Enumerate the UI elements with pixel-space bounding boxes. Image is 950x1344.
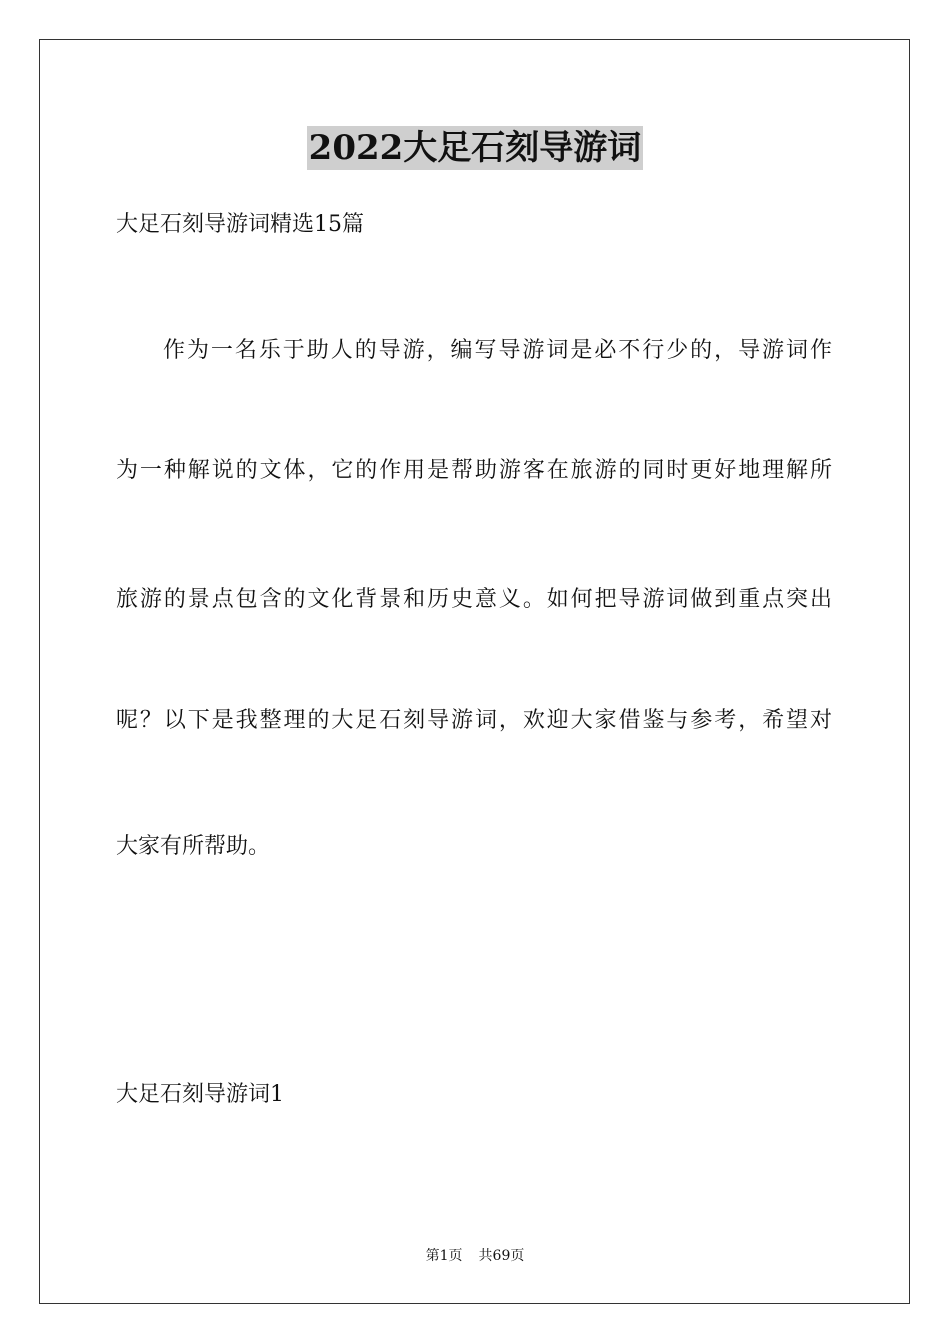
page-number: 第1页: [425, 1248, 463, 1264]
paragraph-line-text: 为一种解说的文体，它的作用是帮助游客在旅游的同时更好地理解所: [116, 458, 832, 483]
paragraph-line-text: 作为一名乐于助人的导游，编写导游词是必不行少的，导游词作: [163, 338, 832, 363]
paragraph-line: 大家有所帮助。: [116, 834, 271, 859]
paragraph-line-text: 呢？以下是我整理的大足石刻导游词，欢迎大家借鉴与参考，希望对: [116, 708, 832, 733]
paragraph-line: [116, 706, 832, 736]
document-subtitle: 大足石刻导游词精选15篇: [116, 212, 364, 237]
document-title: 2022大足石刻导游词: [308, 128, 642, 168]
paragraph-line: [116, 456, 832, 486]
page-total: 共69页: [478, 1248, 525, 1264]
paragraph-line-text: 旅游的景点包含的文化背景和历史意义。如何把导游词做到重点突出: [116, 587, 832, 612]
title-container: [0, 126, 950, 170]
section-heading: 大足石刻导游词1: [116, 1082, 284, 1107]
paragraph-line: [116, 585, 832, 615]
paragraph-line: [163, 336, 832, 366]
page-footer: [0, 1247, 950, 1265]
